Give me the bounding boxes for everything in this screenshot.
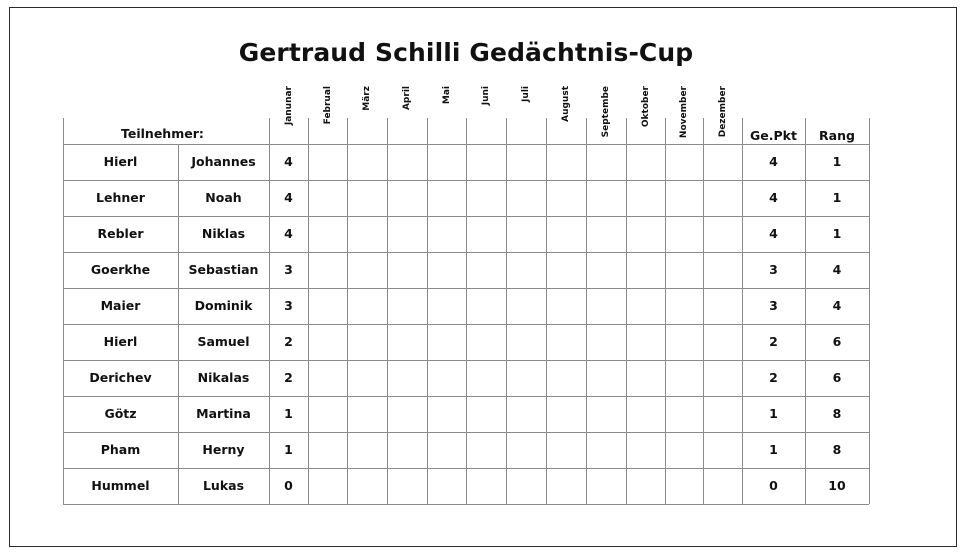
last-name-cell: Hummel: [91, 478, 150, 493]
last-name-cell: Pham: [100, 442, 141, 457]
total-points-header: Ge.Pkt: [750, 128, 797, 143]
rank-cell: 1: [832, 154, 842, 169]
month-header-11: November: [679, 86, 689, 139]
rank-cell: 8: [832, 442, 842, 457]
first-name-cell: Lukas: [202, 478, 245, 493]
grid-vline: [347, 118, 348, 504]
january-points-cell: 4: [284, 154, 293, 169]
january-points-cell: 0: [284, 478, 293, 493]
grid-vline: [586, 118, 587, 504]
rank-cell: 8: [832, 406, 842, 421]
month-header-2: Februal: [322, 86, 333, 125]
total-points-cell: 4: [769, 154, 778, 169]
total-points-cell: 1: [769, 442, 778, 457]
total-points-cell: 3: [769, 262, 778, 277]
first-name-cell: Nikalas: [197, 370, 250, 385]
grid-vline: [869, 118, 870, 504]
grid-vline: [387, 118, 388, 504]
month-header-5: Mai: [441, 86, 452, 105]
rank-cell: 6: [832, 334, 842, 349]
january-points-cell: 2: [284, 334, 293, 349]
last-name-cell: Derichev: [89, 370, 152, 385]
first-name-cell: Johannes: [191, 154, 256, 169]
last-name-cell: Hierl: [103, 154, 138, 169]
rank-cell: 4: [832, 262, 842, 277]
january-points-cell: 3: [284, 298, 293, 313]
january-points-cell: 4: [284, 190, 293, 205]
grid-vline: [665, 118, 666, 504]
month-header-8: August: [561, 86, 571, 122]
page-title: Gertraud Schilli Gedächtnis-Cup: [238, 38, 694, 67]
month-header-4: April: [402, 86, 412, 111]
total-points-cell: 1: [769, 406, 778, 421]
standings-table: [63, 86, 869, 507]
month-header-10: Oktober: [640, 86, 651, 128]
last-name-cell: Lehner: [96, 190, 145, 205]
total-points-cell: 4: [769, 226, 778, 241]
first-name-cell: Dominik: [194, 298, 253, 313]
rank-cell: 1: [832, 190, 842, 205]
rank-cell: 1: [832, 226, 842, 241]
total-points-cell: 0: [769, 478, 778, 493]
january-points-cell: 3: [284, 262, 293, 277]
last-name-cell: Goerkhe: [90, 262, 151, 277]
january-points-cell: 1: [284, 442, 293, 457]
month-header-6: Juni: [481, 86, 491, 106]
january-points-cell: 4: [284, 226, 293, 241]
month-header-3: März: [362, 86, 372, 111]
grid-vline: [308, 118, 309, 504]
january-points-cell: 1: [284, 406, 293, 421]
rank-cell: 4: [832, 298, 842, 313]
grid-vline: [466, 118, 467, 504]
total-points-cell: 2: [769, 334, 778, 349]
month-header-12: Dezember: [717, 86, 728, 138]
rank-header: Rang: [819, 128, 855, 143]
total-points-cell: 2: [769, 370, 778, 385]
grid-vline: [626, 118, 627, 504]
rank-cell: 6: [832, 370, 842, 385]
grid-vline: [427, 118, 428, 504]
grid-vline: [546, 118, 547, 504]
last-name-cell: Maier: [100, 298, 141, 313]
last-name-cell: Rebler: [97, 226, 144, 241]
month-header-9: Septembe: [601, 86, 611, 138]
first-name-cell: Herny: [202, 442, 245, 457]
first-name-cell: Niklas: [201, 226, 246, 241]
first-name-cell: Martina: [196, 406, 251, 421]
rank-cell: 10: [828, 478, 846, 493]
january-points-cell: 2: [284, 370, 293, 385]
month-header-1: Janunar: [283, 86, 294, 126]
grid-hline: [63, 504, 869, 505]
last-name-cell: Hierl: [103, 334, 138, 349]
first-name-cell: Noah: [205, 190, 242, 205]
first-name-cell: Sebastian: [188, 262, 259, 277]
grid-vline: [506, 118, 507, 504]
first-name-cell: Samuel: [197, 334, 250, 349]
total-points-cell: 4: [769, 190, 778, 205]
grid-vline: [703, 118, 704, 504]
last-name-cell: Götz: [104, 406, 137, 421]
month-header-7: Juli: [521, 86, 531, 102]
total-points-cell: 3: [769, 298, 778, 313]
participants-header: Teilnehmer:: [121, 126, 204, 141]
